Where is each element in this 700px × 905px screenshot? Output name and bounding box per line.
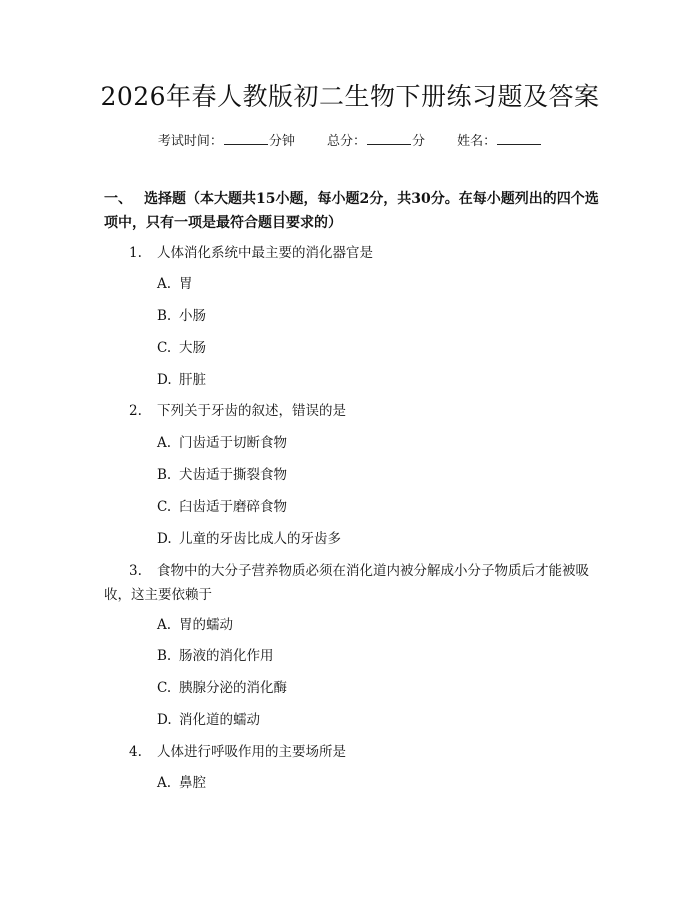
total-score-field	[327, 134, 425, 149]
question-2-option-a	[157, 432, 287, 454]
option-letter: C.	[157, 499, 172, 515]
exam-time-blank	[224, 131, 268, 145]
question-1-option-a	[157, 273, 193, 295]
question-text: 食物中的大分子营养物质必须在消化道内被分解成小分子物质后才能被吸收，这主要依赖于	[104, 563, 589, 603]
option-letter: A.	[157, 775, 172, 791]
question-3-option-a	[157, 614, 233, 636]
total-score-blank	[367, 131, 411, 145]
question-3-option-d	[157, 709, 260, 731]
student-name-field	[457, 134, 542, 149]
option-text: 肝脏	[179, 372, 206, 388]
option-letter: A.	[157, 276, 172, 292]
question-2	[104, 399, 601, 423]
student-name-blank	[497, 131, 541, 145]
question-3	[104, 559, 601, 607]
section-number: 一、	[104, 191, 132, 207]
question-1-option-d	[157, 369, 206, 391]
question-text: 人体进行呼吸作用的主要场所是	[157, 744, 346, 760]
page-title: 2026年春人教版初二生物下册练习题及答案	[100, 82, 600, 111]
option-text: 儿童的牙齿比成人的牙齿多	[179, 531, 341, 547]
question-2-option-c	[157, 496, 287, 518]
total-score-label: 总分：	[326, 134, 366, 149]
option-letter: D.	[157, 712, 172, 728]
option-letter: A.	[157, 435, 172, 451]
option-text: 肠液的消化作用	[179, 648, 274, 664]
option-text: 小肠	[179, 308, 206, 324]
question-number: 1.	[129, 245, 142, 261]
option-text: 犬齿适于撕裂食物	[179, 467, 287, 483]
option-letter: D.	[157, 372, 172, 388]
question-1	[104, 241, 601, 265]
option-text: 胃	[179, 276, 193, 292]
option-letter: B.	[157, 648, 172, 664]
exam-time-field	[158, 134, 295, 149]
section-heading	[104, 187, 601, 235]
question-1-option-c	[157, 337, 206, 359]
option-text: 大肠	[179, 340, 206, 356]
total-score-unit: 分	[412, 134, 426, 149]
option-text: 门齿适于切断食物	[179, 435, 287, 451]
question-text: 下列关于牙齿的叙述，错误的是	[157, 403, 346, 419]
question-2-option-b	[157, 464, 287, 486]
option-letter: A.	[157, 617, 172, 633]
student-name-label: 姓名：	[457, 134, 497, 149]
question-number: 4.	[129, 744, 142, 760]
option-text: 消化道的蠕动	[179, 712, 260, 728]
exam-time-label: 考试时间：	[157, 134, 223, 149]
question-2-option-d	[157, 528, 341, 550]
exam-time-unit: 分钟	[268, 134, 295, 149]
option-letter: B.	[157, 467, 172, 483]
question-1-option-b	[157, 305, 206, 327]
question-4-option-a	[157, 772, 206, 794]
option-letter: C.	[157, 680, 172, 696]
option-text: 鼻腔	[179, 775, 206, 791]
question-3-option-b	[157, 645, 274, 667]
option-text: 胰腺分泌的消化酶	[179, 680, 287, 696]
question-text: 人体消化系统中最主要的消化器官是	[157, 245, 373, 261]
exam-info-line	[0, 131, 700, 152]
option-text: 胃的蠕动	[179, 617, 233, 633]
option-letter: C.	[157, 340, 172, 356]
option-letter: B.	[157, 308, 172, 324]
question-number: 3.	[129, 563, 142, 579]
question-number: 2.	[129, 403, 142, 419]
question-3-option-c	[157, 677, 287, 699]
option-text: 臼齿适于磨碎食物	[179, 499, 287, 515]
question-4	[104, 740, 601, 764]
section-description: 选择题（本大题共15小题，每小题2分，共30分。在每小题列出的四个选项中，只有一项是最符合题目要求的）	[104, 191, 599, 231]
option-letter: D.	[157, 531, 172, 547]
